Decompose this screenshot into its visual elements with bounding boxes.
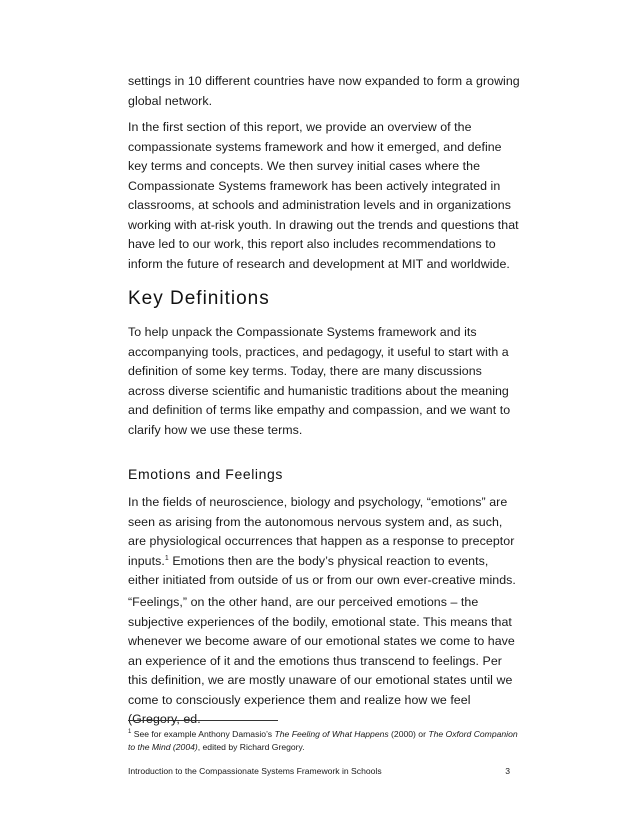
running-footer: Introduction to the Compassionate Systems Framework in Schools xyxy=(128,766,382,776)
feelings-paragraph: “Feelings,” on the other hand, are our perceived emotions – the subjective experiences of the bodily, emotional state. This means that whenever we become aware of our emotional states we come to have an experience of it and the emotions thus transcend to feelings. Per this definition, we are mostly unaware of our emotional states until we come to consciously experience them and realize how we feel (Gregory, ed. xyxy=(128,595,515,726)
footnote-reference-marker[interactable]: 1 xyxy=(164,554,169,562)
emotions-paragraph-tail: Emotions then are the body’s physical reaction to events, either initiated from outside of us or from our own ever-creative minds. xyxy=(128,553,516,587)
footnote-title-2: The Oxford Companion to the Mind (2004) xyxy=(128,729,518,752)
page-number: 3 xyxy=(505,766,510,776)
key-definitions-paragraph: To help unpack the Compassionate Systems framework and its accompanying tools, practices, and pedagogy, it useful to start with a definition of some key terms. Today, there are many discussions across diverse scientific and humanistic traditions about the meaning and definition of terms like empathy and compassion, and we want to clarify how we use these terms. xyxy=(128,325,511,437)
key-definitions-heading: Key Definitions xyxy=(128,288,270,309)
footnote-text-1: See for example Anthony Damasio’s xyxy=(133,729,275,739)
emotions-paragraph-text: In the fields of neuroscience, biology and psychology, “emotions” are seen as arising from the autonomous nervous system and, as such, are physiological occurrences that happen as a response to preceptor inputs. xyxy=(128,495,515,568)
footnote-marker: 1 xyxy=(128,729,132,736)
section-overview-paragraph: In the first section of this report, we provide an overview of the compassionate systems framework and how it emerged, and define key terms and concepts. We then survey initial cases where the Compassionate Systems framework has been actively integrated in classrooms, at schools and administration levels and in organizations working with at-risk youth. In drawing out the trends and questions that have led to our work, this report also includes recommendations to inform the future of research and development at MIT and worldwide. xyxy=(128,120,519,271)
footnote-divider xyxy=(128,720,278,721)
footnote xyxy=(128,728,520,754)
footnote-text-2: (2000) or xyxy=(388,729,429,739)
emotions-paragraph xyxy=(128,493,520,591)
footnote-text-3: , edited by Richard Gregory. xyxy=(197,742,305,752)
footnote-title-1: The Feeling of What Happens xyxy=(274,729,389,739)
emotions-feelings-heading: Emotions and Feelings xyxy=(128,466,284,482)
intro-continuation-paragraph: settings in 10 different countries have now expanded to form a growing global network. xyxy=(128,74,520,108)
